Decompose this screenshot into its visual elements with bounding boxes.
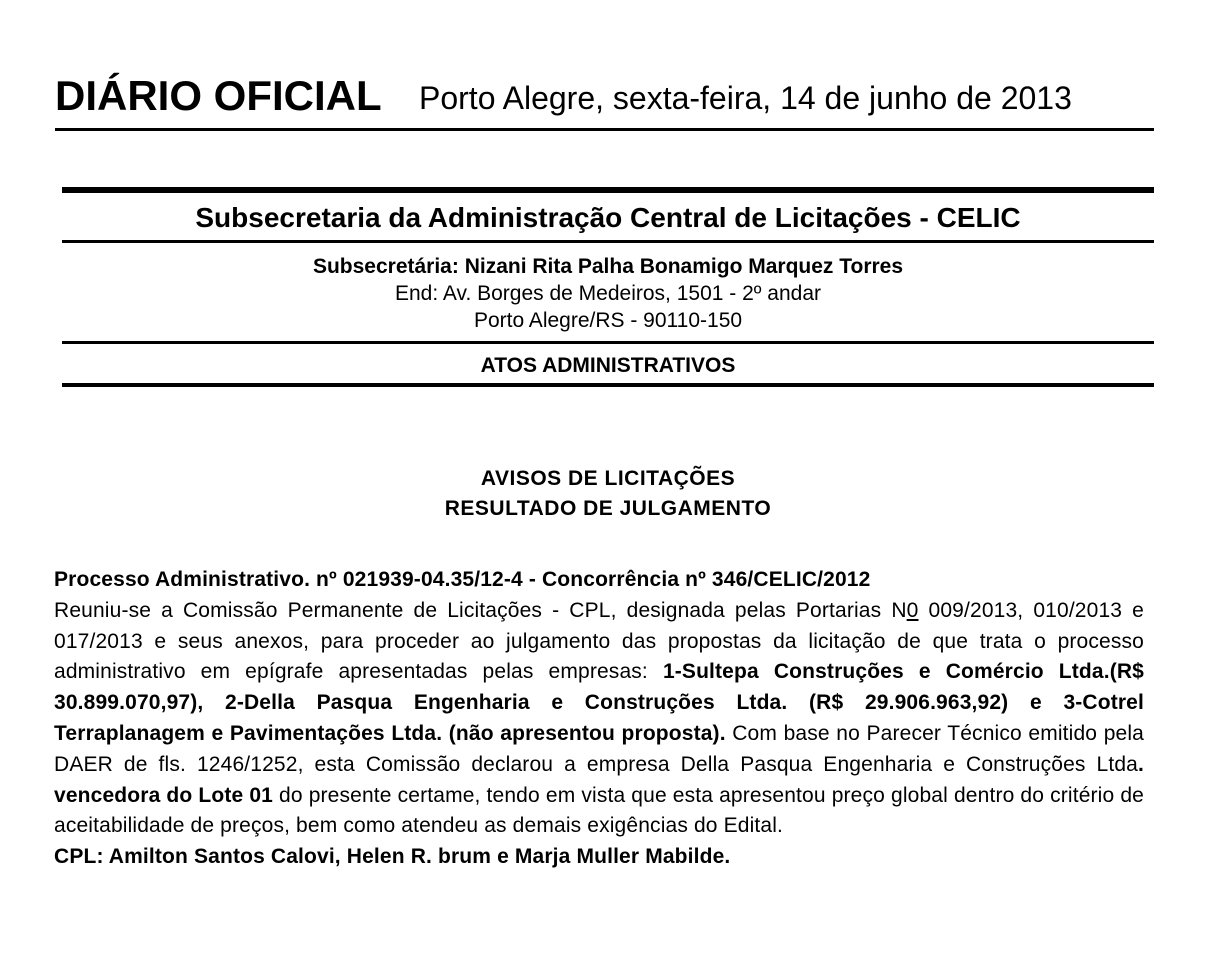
body-text-2-dot: . [1138,752,1144,776]
body-text-3: do presente certame, tendo em vista que esta apresentou preço global dentro do critério de aceitabilidade de preços, bem como atendeu as demais exigências do Edital. [54,783,1144,838]
organ-address: End: Av. Borges de Medeiros, 1501 - 2º andar [395,282,821,305]
companies-list: 1-Sultepa Construções e Comércio Ltda.(R$ 30.899.070,97), 2-Della Pasqua Engenharia e Construções Ltda. (R$ 29.906.963,92) e 3-Cotrel Terraplanagem e Pavimentações Ltda. (não apresentou proposta). [54,660,1145,745]
masthead [55,70,1154,131]
process-title: Processo Administrativo. nº 021939-04.35/12-4 - Concorrência nº 346/CELIC/2012 [54,568,871,591]
notice-heading-line1: AVISOS DE LICITAÇÕES [480,467,736,490]
organ-head: Subsecretária: Nizani Rita Palha Bonamigo Marquez Torres [312,255,904,278]
divider-top [62,187,1154,193]
organ-city: Porto Alegre/RS - 90110-150 [473,309,743,332]
notice-heading [62,464,1154,524]
notice-body [54,565,1144,873]
publication-title: DIÁRIO OFICIAL [55,72,382,119]
organ-info [62,253,1154,334]
divider [62,240,1154,243]
organ-title: Subsecretaria da Administração Central de Licitações - CELIC [195,202,1021,233]
body-text-1-number: 0 [906,598,919,622]
winner-text: vencedora do Lote 01 [54,783,273,807]
body-text-2: Com base no Parecer Técnico emitido pela DAER de fls. 1246/1252, esta Comissão declarou a empresa Della Pasqua Engenharia e Construções Ltda [54,721,1144,776]
divider [62,341,1154,344]
body-text-1: Reuniu-se a Comissão Permanente de Licitações - CPL, designada pelas Portarias N [54,598,907,622]
divider-bottom [62,383,1154,387]
dateline: Porto Alegre, sexta-feira, 14 de junho de 2013 [419,80,1072,116]
cpl-members: CPL: Amilton Santos Calovi, Helen R. brum e Marja Muller Mabilde. [54,845,731,869]
body-text-1b: 009/2013, 010/2013 e 017/2013 e seus anexos, para proceder ao julgamento das propostas da licitação de que trata o processo administrativo em epígrafe apresentadas pelas empresas: [54,598,1144,684]
notice-heading-line2: RESULTADO DE JULGAMENTO [444,497,772,520]
section-title: ATOS ADMINISTRATIVOS [480,354,736,377]
